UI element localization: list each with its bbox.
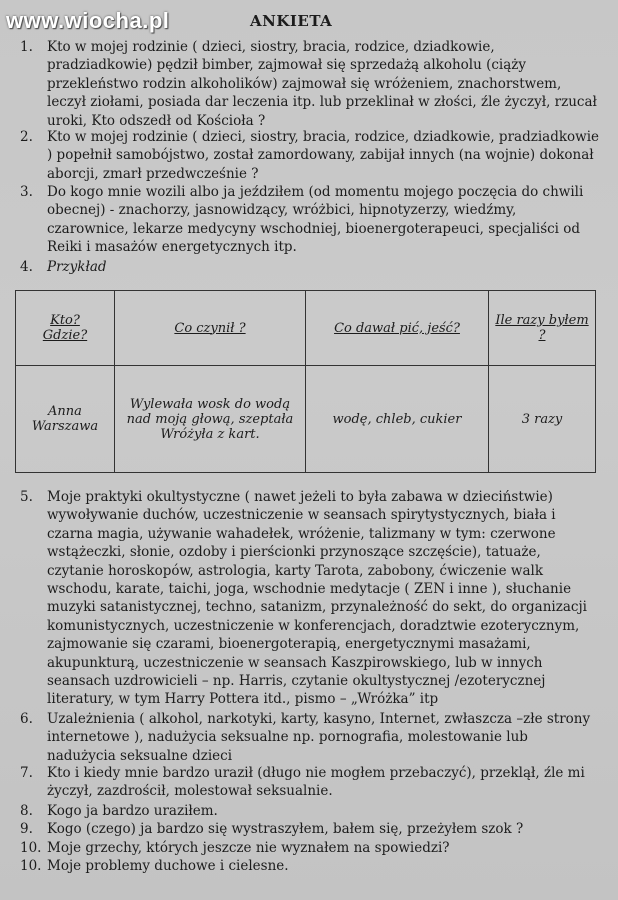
table-header-cell: Ile razy byłem ? <box>489 291 596 366</box>
list-item <box>20 183 600 257</box>
item-text: Uzależnienia ( alkohol, narkotyki, karty, kasyno, Internet, zwłaszcza –złe strony internetowe ), nadużycia seksualne np. pornografia, molestowanie lub nadużycia seksualne dzieci <box>47 711 591 764</box>
item-number: 10. <box>20 858 42 874</box>
table-cell: Anna Warszawa <box>16 366 115 473</box>
table-cell: 3 razy <box>489 366 596 473</box>
item-number: 9. <box>20 821 33 837</box>
list-item <box>20 839 600 857</box>
list-item <box>20 38 600 130</box>
table-cell: Wylewała wosk do wodą nad moją głową, szeptała Wróżyła z kart. <box>115 366 306 473</box>
table-cell: wodę, chleb, cukier <box>306 366 489 473</box>
table-header-cell: Kto? Gdzie? <box>16 291 115 366</box>
item-text: Do kogo mnie wozili albo ja jeździłem (od momentu mojego poczęcia do chwili obecnej) - znachorzy, jasnowidzący, wróżbici, hipnotyzerzy, wiedźmy, czarownice, lekarze medycyny wschodniej, bioenergoterapeuci, specjaliści od Reiki i masażów energetycznych itp. <box>47 184 584 256</box>
list-item <box>20 802 600 820</box>
page-title: ANKIETA <box>250 12 333 30</box>
item-number: 7. <box>20 765 33 781</box>
list-item <box>20 857 600 875</box>
list-item <box>20 488 600 709</box>
item-number: 5. <box>20 489 33 505</box>
list-item <box>20 710 600 765</box>
table-header-cell: Co dawał pić, jeść? <box>306 291 489 366</box>
list-item <box>20 258 600 276</box>
item-text: Kogo (czego) ja bardzo się wystraszyłem, bałem się, przeżyłem szok ? <box>47 821 524 837</box>
example-table <box>15 290 596 473</box>
item-text: Moje grzechy, których jeszcze nie wyznałem na spowiedzi? <box>47 840 450 856</box>
table-row <box>16 366 596 473</box>
item-text: Przykład <box>47 259 107 275</box>
item-text: Moje praktyki okultystyczne ( nawet jeżeli to była zabawa w dzieciństwie) wywoływanie duchów, uczestniczenie w seansach spirytystycznych, biała i czarna magia, używanie wahadełek, wróżenie, talizmany w tym: czerwone wstążeczki, słonie, ozdoby i pierścionki przynoszące szczęście), tatuaże, czytanie horoskopów, astrologia, karty Tarota, zabobony, ćwiczenie walk wschodu, karate, taichi, joga, wschodnie medytacje ( ZEN i inne ), słuchanie muzyki satanistycznej, techno, satanizm, przynależność do sekt, do organizacji komunistycznych, uczestniczenie w konferencjach, doradztwie ezoterycznym, zajmowanie się czarami, bioenergoterapią, energetycznymi masażami, akupunkturą, uczestniczenie w seansach Kaszpirowskiego, lub w innych seansach uzdrowicieli – np. Harris, czytanie okultystycznej /ezoterycznej literatury, w tym Harry Pottera itd., pismo – „Wróżka” itp <box>47 489 587 708</box>
watermark: www.wiocha.pl <box>6 8 170 33</box>
item-number: 4. <box>20 259 33 275</box>
item-number: 3. <box>20 184 33 200</box>
item-number: 8. <box>20 803 33 819</box>
table-header-cell: Co czynił ? <box>115 291 306 366</box>
item-text: Kto i kiedy mnie bardzo uraził (długo nie mogłem przebaczyć), przeklął, źle mi życzył, zazdrościł, molestował seksualnie. <box>47 765 585 800</box>
item-number: 6. <box>20 711 33 727</box>
item-text: Kto w mojej rodzinie ( dzieci, siostry, bracia, rodzice, dziadkowie, pradziadkowie ) popełnił samobójstwo, został zamordowany, zabijał innych (na wojnie) dokonał aborcji, zmarł przedwcześnie ? <box>47 129 600 182</box>
item-number: 1. <box>20 39 33 55</box>
item-number: 2. <box>20 129 33 145</box>
list-item <box>20 764 600 801</box>
list-item <box>20 820 600 838</box>
item-number: 10. <box>20 840 42 856</box>
item-text: Kto w mojej rodzinie ( dzieci, siostry, bracia, rodzice, dziadkowie, pradziadkowie) pędził bimber, zajmował się sprzedażą alkoholu (ciąży przekleństwo rodzin alkoholików) zajmował się wróżeniem, znachorstwem, leczył ziołami, posiada dar leczenia itp. lub przeklinał w złości, źle życzył, rzucał uroki, Kto odszedł od Kościoła ? <box>47 39 597 129</box>
item-text: Kogo ja bardzo uraziłem. <box>47 803 218 819</box>
item-text: Moje problemy duchowe i cielesne. <box>47 858 289 874</box>
list-item <box>20 128 600 183</box>
table-header-row <box>16 291 596 366</box>
